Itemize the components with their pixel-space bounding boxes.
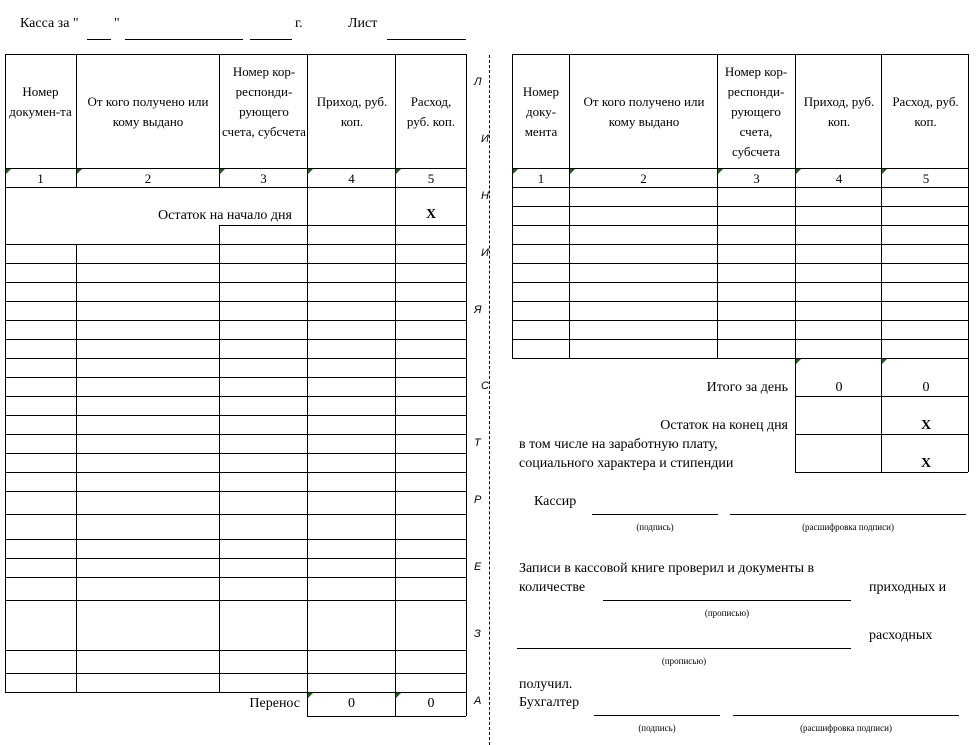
left-col-num-5: 5 <box>427 171 435 186</box>
grid-hline <box>512 54 968 55</box>
grid-hline <box>5 472 466 473</box>
cell-marker <box>718 169 723 174</box>
accountant-signature-caption: (подпись) <box>638 723 676 733</box>
cell-marker <box>882 169 887 174</box>
year-suffix: г. <box>295 16 303 31</box>
total-income: 0 <box>835 380 843 395</box>
grid-vline <box>968 54 969 472</box>
grid-hline <box>5 577 466 578</box>
left-col-header-doc: Номер докумен-та <box>9 84 72 119</box>
grid-vline <box>76 244 77 692</box>
grid-vline <box>881 54 882 472</box>
grid-hline <box>5 339 466 340</box>
right-col-header-account: Номер кор-респонди-рующего счета, субсчета <box>724 64 788 159</box>
grid-hline <box>5 301 466 302</box>
cut-line-letter: Н <box>481 190 489 202</box>
grid-hline <box>307 225 466 226</box>
carry-expense: 0 <box>427 696 435 711</box>
cut-line-letter: Р <box>474 494 482 506</box>
year-field[interactable] <box>250 39 292 40</box>
grid-vline <box>717 54 718 358</box>
right-col-header-income: Приход, руб. коп. <box>803 94 875 129</box>
grid-vline <box>5 54 6 692</box>
grid-hline <box>219 225 307 226</box>
left-col-header-account: Номер кор-респонди-рующего счета, субсчета <box>222 64 306 139</box>
cell-marker <box>220 169 225 174</box>
grid-vline <box>307 54 308 187</box>
grid-hline <box>512 282 968 283</box>
grid-hline <box>5 54 466 55</box>
grid-hline <box>5 539 466 540</box>
grid-hline <box>512 301 968 302</box>
grid-hline <box>5 320 466 321</box>
grid-hline <box>795 472 968 473</box>
checked-line-1: Записи в кассовой книге проверил и документы в <box>519 561 815 576</box>
including-label-2: социального характера и стипендии <box>519 456 734 471</box>
grid-hline <box>5 244 466 245</box>
grid-hline <box>307 716 466 717</box>
grid-vline <box>307 187 308 716</box>
left-col-header-from: От кого получено или кому выдано <box>87 94 209 129</box>
accountant-decode-caption: (расшифровка подписи) <box>800 723 892 733</box>
closing-balance-label: Остаток на конец дня <box>660 418 788 433</box>
left-col-header-expense: Расход, руб. коп. <box>406 94 456 129</box>
accountant-signature-field[interactable] <box>594 715 720 716</box>
grid-vline <box>395 187 396 716</box>
cut-line-letter: Л <box>474 76 482 88</box>
right-col-header-doc: Номер доку-мента <box>522 84 560 139</box>
cashier-signature-field[interactable] <box>592 514 718 515</box>
expense-docs-count-field[interactable] <box>517 648 851 649</box>
grid-hline <box>5 650 466 651</box>
grid-vline <box>219 225 220 692</box>
right-col-num-5: 5 <box>922 171 930 186</box>
grid-hline <box>5 377 466 378</box>
right-col-num-2: 2 <box>640 171 647 186</box>
right-col-num-3: 3 <box>753 171 760 186</box>
grid-vline <box>569 54 570 358</box>
carry-label: Перенос <box>249 696 300 711</box>
accountant-decode-field[interactable] <box>733 715 959 716</box>
kassa-label: Касса за " <box>20 16 79 31</box>
left-col-num-1: 1 <box>37 171 44 186</box>
cut-line-letter: И <box>481 247 489 259</box>
cut-line-letter: С <box>481 380 489 392</box>
grid-vline <box>395 54 396 187</box>
day-field[interactable] <box>87 39 111 40</box>
grid-vline <box>466 54 467 716</box>
received-label: получил. <box>519 677 573 692</box>
accountant-label: Бухгалтер <box>519 695 580 710</box>
cashier-signature-caption: (подпись) <box>636 522 674 532</box>
cell-marker <box>796 359 801 364</box>
income-words-caption: (прописью) <box>704 608 750 618</box>
left-col-header-income: Приход, руб. коп. <box>316 94 388 129</box>
sheet-label: Лист <box>348 16 378 31</box>
opening-balance-label: Остаток на начало дня <box>158 208 292 223</box>
carry-income: 0 <box>348 696 355 711</box>
cut-line-letter: З <box>474 628 481 640</box>
grid-hline <box>512 320 968 321</box>
cell-marker <box>513 169 518 174</box>
grid-hline <box>512 187 968 188</box>
cashier-decode-caption: (расшифровка подписи) <box>802 522 894 532</box>
grid-vline <box>219 54 220 187</box>
cell-marker <box>308 693 313 698</box>
left-col-num-4: 4 <box>348 171 355 186</box>
cashier-label: Кассир <box>534 494 577 509</box>
grid-hline <box>5 282 466 283</box>
income-docs-count-field[interactable] <box>603 600 851 601</box>
grid-hline <box>5 434 466 435</box>
grid-hline <box>5 491 466 492</box>
grid-hline <box>5 396 466 397</box>
grid-hline <box>5 558 466 559</box>
cut-line-letter: Т <box>474 437 481 449</box>
grid-vline <box>512 54 513 358</box>
sheet-number-field[interactable] <box>387 39 466 40</box>
total-expense: 0 <box>922 380 930 395</box>
grid-hline <box>5 187 466 188</box>
grid-hline <box>5 415 466 416</box>
cell-marker <box>796 169 801 174</box>
grid-hline <box>512 206 968 207</box>
including-x: Х <box>920 456 932 471</box>
total-label: Итого за день <box>706 380 788 395</box>
grid-hline <box>5 263 466 264</box>
quote-close: " <box>114 16 120 31</box>
grid-hline <box>5 600 466 601</box>
cell-marker <box>882 359 887 364</box>
cell-marker <box>6 169 11 174</box>
grid-hline <box>5 673 466 674</box>
grid-hline <box>512 225 968 226</box>
cut-line-letter: И <box>481 133 489 145</box>
right-col-header-from: От кого получено или кому выдано <box>583 94 705 129</box>
grid-hline <box>512 263 968 264</box>
cut-line <box>489 55 490 745</box>
right-col-num-4: 4 <box>835 171 843 186</box>
grid-vline <box>76 54 77 187</box>
cell-marker <box>308 169 313 174</box>
cell-marker <box>77 169 82 174</box>
grid-hline <box>512 244 968 245</box>
closing-balance-x: Х <box>920 418 932 433</box>
cell-marker <box>570 169 575 174</box>
grid-hline <box>5 358 466 359</box>
right-col-header-expense: Расход, руб. коп. <box>892 94 959 129</box>
checked-line-2: количестве <box>519 580 586 595</box>
income-docs-label: приходных и <box>869 580 947 595</box>
including-label-1: в том числе на заработную плату, <box>519 437 718 452</box>
expense-words-caption: (прописью) <box>661 656 707 666</box>
opening-balance-x: Х <box>425 207 437 222</box>
grid-hline <box>5 514 466 515</box>
grid-vline <box>795 54 796 472</box>
expense-docs-label: расходных <box>869 628 933 643</box>
grid-hline <box>512 358 968 359</box>
month-field[interactable] <box>125 39 243 40</box>
cut-line-letter: Е <box>474 561 482 573</box>
cell-marker <box>396 693 401 698</box>
grid-hline <box>512 339 968 340</box>
grid-hline <box>5 453 466 454</box>
cashier-decode-field[interactable] <box>730 514 966 515</box>
cell-marker <box>396 169 401 174</box>
left-col-num-3: 3 <box>260 171 267 186</box>
grid-hline <box>512 168 968 169</box>
cut-line-letter: А <box>474 695 482 707</box>
right-col-num-1: 1 <box>537 171 545 186</box>
cut-line-letter: Я <box>474 304 482 316</box>
left-col-num-2: 2 <box>144 171 152 186</box>
